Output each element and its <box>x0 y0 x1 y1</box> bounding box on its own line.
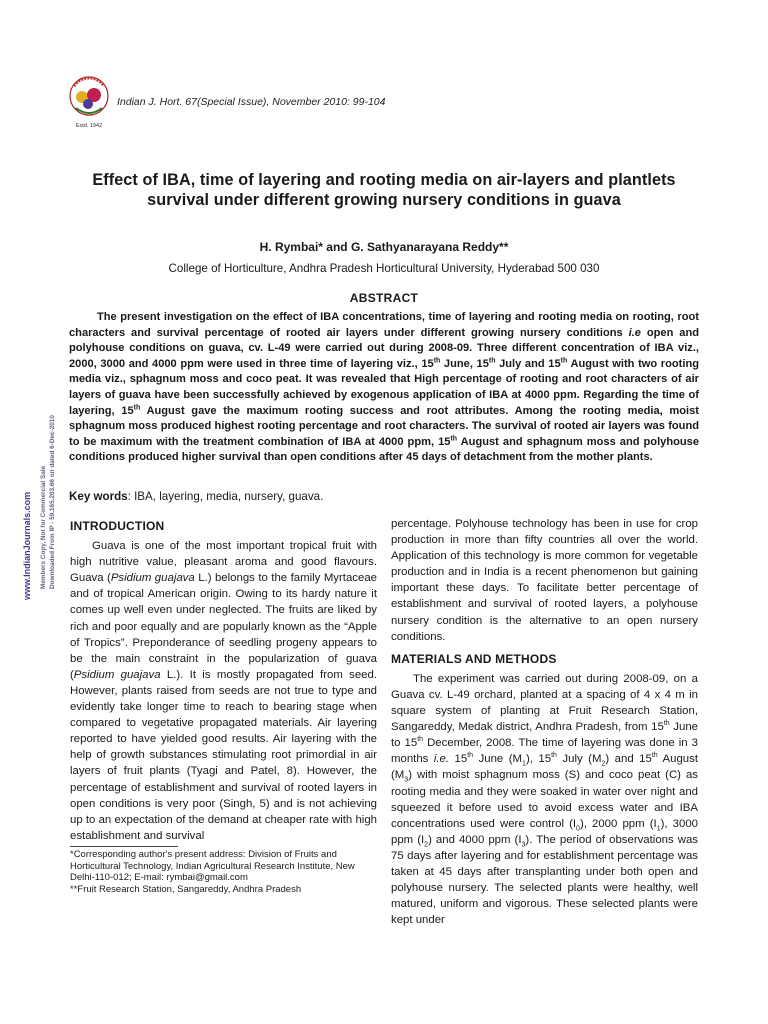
introduction-continued: percentage. Polyhouse technology has been in use for crop production in more than fifty countries all over the world. Application of this technology is more common for vegetable production and in India is a recent phenomenon but gaining important these days. To facilitate better percentage of establishment and survival of rooted layers, a polyhouse nursery condition is the alternative to an open nursery conditions. <box>391 518 698 643</box>
affiliation: College of Horticulture, Andhra Pradesh Horticultural University, Hyderabad 500 030 <box>168 262 600 275</box>
logo-estd: Estd. 1942 <box>75 123 103 129</box>
authors: H. Rymbai* and G. Sathyanarayana Reddy** <box>259 240 509 254</box>
introduction-heading: INTRODUCTION <box>70 519 165 533</box>
footnote-divider <box>70 846 178 847</box>
paper-title: Effect of IBA, time of layering and rooting media on air-layers and plantlets survival under different growing nursery conditions in guava <box>92 171 676 209</box>
methods-paragraph: The experiment was carried out during 2008-09, on a Guava cv. L-49 orchard, planted at a spacing of 4 x 4 m in square system of planting at Fruit Research Station, Sangareddy, Medak district, Andhra Pradesh, from 15th June to 15th December, 2008. The time of layering was done in 3 months i.e. 15th June $(M_1)$, 15th July $(M_2)$ and 15th August $(M_3)$ with moist sphagnum moss (S) and coco peat (C) as rooting media and they were soaked in water over night and squeezed it before used to avoid excess water and IBA concentrations used were control $(I_0)$, 2000 ppm $(I_1)$, 3000 ppm $(I_2)$ and 4000 ppm $(I_3)$. The period of observations was 75 days after layering and for establishment percentage was taken at 45 days after transplanting under both open and polyhouse nursery. The selected plants were healthy, well matured, uniform and vigorous. These selected plants were kept under <box>391 672 698 927</box>
society-logo <box>64 74 114 130</box>
keywords-label: Key words <box>69 490 128 503</box>
right-column <box>391 516 698 928</box>
footnote-station: **Fruit Research Station, Sangareddy, Andhra Pradesh <box>70 883 302 895</box>
footnote-corresponding: *Corresponding author's present address: Division of Fruits and Horticultural Technology, Indian Agricultural Research Institute, New Delhi-110-012; E-mail: rymbai@gmail.com <box>70 849 355 884</box>
watermark-members: Members Copy, Not for Commercial Sale <box>40 465 47 589</box>
keywords-text: : IBA, layering, media, nursery, guava. <box>127 490 324 503</box>
watermark-site: www.IndianJournals.com <box>22 491 32 600</box>
keywords <box>69 490 323 503</box>
footnotes <box>70 849 380 895</box>
journal-reference: Indian J. Hort. 67(Special Issue), November 2010: 99-104 <box>117 96 386 108</box>
abstract-heading: ABSTRACT <box>349 291 419 305</box>
left-column <box>70 516 377 844</box>
download-watermark <box>22 415 56 600</box>
abstract-body: The present investigation on the effect of IBA concentrations, time of layering and rooting media on rooting, root characters and survival percentage of rooted air layers under different growing nursery conditions i.e open and polyhouse conditions on guava, cv. L-49 were carried out during 2008-09. Three different concentration of IBA viz., 2000, 3000 and 4000 ppm were used in three time of layering viz., 15th June, 15th July and 15th August with two rooting media viz., sphagnum moss and coco peat. It was revealed that High percentage of rooting and root characters of air layers of guava have been successfully achieved by exogenous application of IBA at 4000 ppm. Regarding the time of layering, 15th August gave the maximum rooting success and root attributes. Among the rooting media, moist sphagnum moss produced highest rooting percentage and root characters. The survival of rooted air layers was found to be maximum with the treatment combination of IBA at 4000 ppm, 15th August and sphagnum moss and polyhouse conditions produced higher survival than open conditions after 45 days of detachment from the mother plants. <box>69 311 700 464</box>
watermark-download: Downloaded From IP - 59.165.203.66 on dated 6-Dec-2010 <box>49 415 56 589</box>
methods-heading: MATERIALS AND METHODS <box>391 651 557 666</box>
introduction-paragraph: Guava is one of the most important tropical fruit with high nutritive value, pleasant aroma and good flavours. Guava (Psidium guajava L.) belongs to the family Myrtaceae and of tropical American origin. Owing to its hardy nature it comes up well even under neglected. The fruits are liked by rich and poor equally and are popularly known as the “Apple of Tropics”. Preponderance of seedling progeny appears to be the main constraint in the popularization of guava (Psidium guajava L.). It is mostly propagated from seed. However, plants raised from seeds are not true to type and evidently take longer time to reach to bearing stage when compared to vegetative propagated materials. Air layering reported to have yielded good results. Air layering with the help of growth substances stimulating root primordial in air layers of fruit plants (Tyagi and Patel, 8). However, the percentage of establishment and survival of rooted layers in open conditions is very poor (Singh, 5) and is not achieving up to an expectation of the demand at cheaper rate with high establishment and survival <box>70 540 378 842</box>
